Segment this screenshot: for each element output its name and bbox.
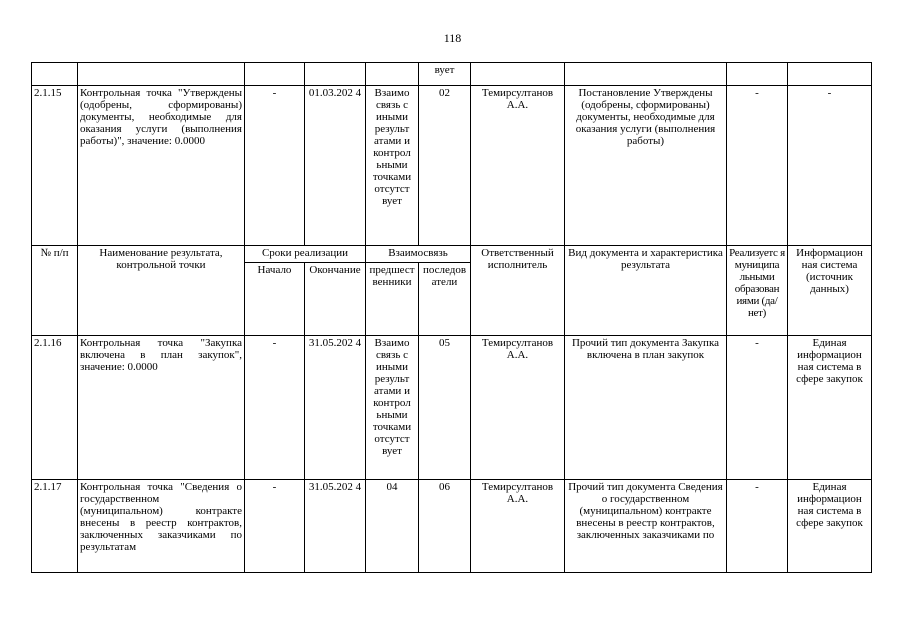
table-row [32,336,872,480]
document-type: Прочий тип документа Закупка включена в план закупок [565,336,727,480]
municipal-flag: - [727,336,788,480]
predecessors: 04 [366,480,419,573]
row-number: 2.1.15 [32,86,78,246]
header-start: Начало [245,263,305,336]
table-row-continuation [32,63,872,86]
table-row [32,86,872,246]
result-name: Контрольная точка "Закупка включена в план закупок", значение: 0.0000 [78,336,245,480]
header-name: Наименование результата, контрольной точки [78,246,245,336]
info-system: - [788,86,872,246]
header-municipal: Реализуетс я муниципа льными образован иями (да/нет) [727,246,788,336]
info-system: Единая информацион ная система в сфере закупок [788,480,872,573]
responsible: Темирсултанов А.А. [471,336,565,480]
document-type: Прочий тип документа Сведения о государственном (муниципальном) контракте внесены в реестр контрактов, заключенных заказчиками по [565,480,727,573]
header-doc-type: Вид документа и характеристика результата [565,246,727,336]
responsible: Темирсултанов А.А. [471,480,565,573]
end-date: 31.05.202 4 [305,336,366,480]
result-name: Контрольная точка "Утверждены (одобрены, сформированы) документы, необходимые для оказания услуги (выполнения работы)", значение: 0.0000 [78,86,245,246]
predecessors: Взаимо связь с иными результ атами и контрол ьными точками отсутст вует [366,336,419,480]
header-num: № п/п [32,246,78,336]
header-info-system: Информацион ная система (источник данных) [788,246,872,336]
table-row [32,480,872,573]
results-table [31,62,872,573]
header-deadlines: Сроки реализации [245,246,366,263]
municipal-flag: - [727,86,788,246]
start-date: - [245,86,305,246]
successors: 05 [419,336,471,480]
row-number: 2.1.17 [32,480,78,573]
row-number: 2.1.16 [32,336,78,480]
responsible: Темирсултанов А.А. [471,86,565,246]
successors-cell: вует [419,63,471,86]
header-end: Окончание [305,263,366,336]
start-date: - [245,480,305,573]
predecessors: Взаимо связь с иными результ атами и контрол ьными точками отсутст вует [366,86,419,246]
result-name: Контрольная точка "Сведения о государственном (муниципальном) контракте внесены в реестр контрактов, заключенных заказчиками по результатам [78,480,245,573]
header-predecessors: предшест венники [366,263,419,336]
header-row-top [32,246,872,263]
start-date: - [245,336,305,480]
successors: 06 [419,480,471,573]
header-responsible: Ответственный исполнитель [471,246,565,336]
header-successors: последов атели [419,263,471,336]
successors: 02 [419,86,471,246]
end-date: 31.05.202 4 [305,480,366,573]
end-date: 01.03.202 4 [305,86,366,246]
document-type: Постановление Утверждены (одобрены, сформированы) документы, необходимые для оказания услуги (выполнения работы) [565,86,727,246]
municipal-flag: - [727,480,788,573]
header-relations: Взаимосвязь [366,246,471,263]
page-number: 118 [443,31,462,45]
info-system: Единая информацион ная система в сфере закупок [788,336,872,480]
